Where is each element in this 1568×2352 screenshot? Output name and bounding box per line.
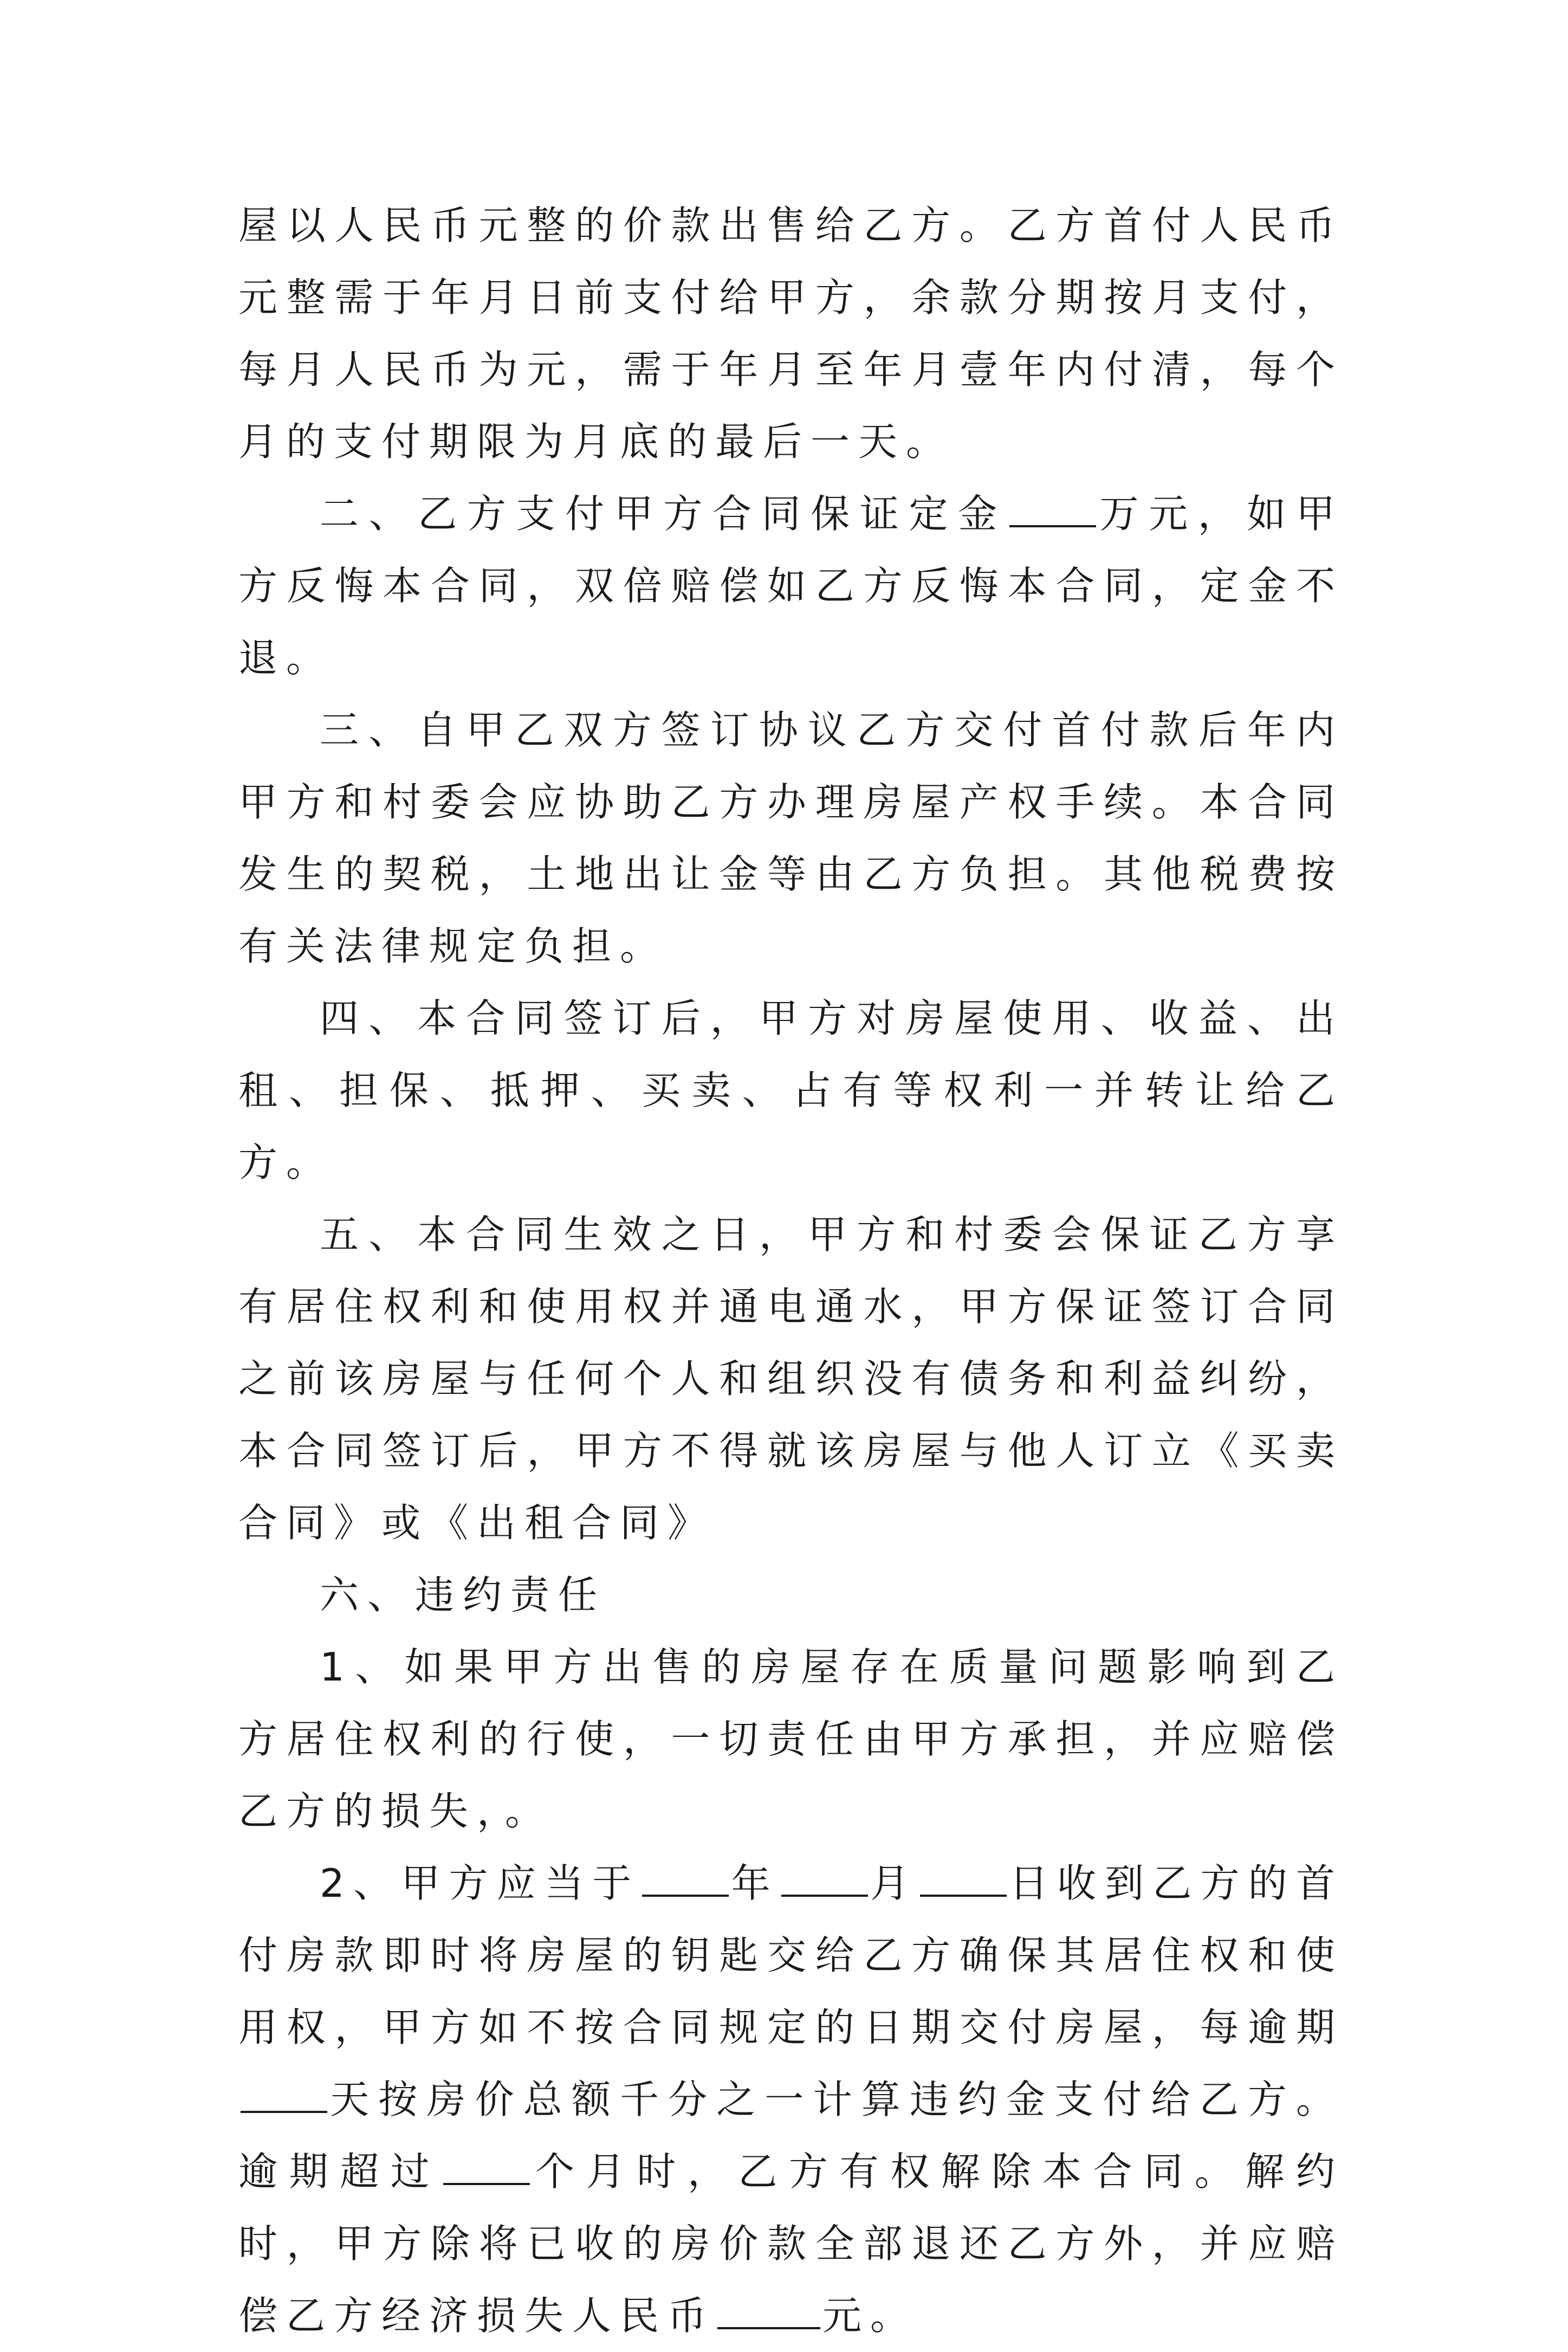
breach-2-text-f: 个月时，乙方有权解除本合同。解约时，甲方除将已收的房价款全部退还乙方外，并应赔偿乙方经济损失人民币 xyxy=(238,2149,1344,2338)
day-blank xyxy=(920,1861,1007,1897)
deposit-text-start: 二、乙方支付甲方合同保证定金 xyxy=(320,491,1007,537)
paragraph-effective-date: 五、本合同生效之日，甲方和村委会保证乙方享有居住权利和使用权并通电通水，甲方保证签订合同之前该房屋与任何个人和组织没有债务和利益纠纷，本合同签订后，甲方不得就该房屋与他人订立《买卖合同》或《出租合同》 xyxy=(238,1212,1344,1546)
breach-2-text-a: 2、甲方应当于 xyxy=(320,1860,640,1906)
overdue-days-blank xyxy=(241,2077,327,2113)
section-heading-breach: 六、违约责任 xyxy=(320,1572,606,1618)
breach-2-text-d: 日收到乙方的首付房款即时将房屋的钥匙交给乙方确保其居住权和使用权，甲方如不按合同规定的日期交付房屋，每逾期 xyxy=(238,1860,1344,2050)
paragraph-breach-item-1: 1、如果甲方出售的房屋存在质量问题影响到乙方居住权利的行使，一切责任由甲方承担，并应赔偿乙方的损失，。 xyxy=(238,1644,1344,1834)
breach-2-text-b: 年 xyxy=(731,1860,779,1906)
paragraph-breach-item-2 xyxy=(238,1847,1344,2352)
deposit-amount-blank xyxy=(1009,492,1096,527)
paragraph-deposit xyxy=(238,478,1344,694)
overdue-months-blank xyxy=(443,2149,530,2185)
paragraph-rights-transfer: 四、本合同签订后，甲方对房屋使用、收益、出租、担保、抵押、买卖、占有等权利一并转让给乙方。 xyxy=(238,996,1344,1185)
month-blank xyxy=(781,1861,868,1897)
deposit-text-end: 万元，如甲方反悔本合同，双倍赔偿如乙方反悔本合同，定金不退。 xyxy=(238,491,1344,681)
breach-2-text-g: 元。 xyxy=(822,2293,918,2338)
contract-body xyxy=(238,190,1344,2352)
year-blank xyxy=(642,1861,729,1897)
compensation-amount-blank xyxy=(717,2293,820,2329)
breach-2-text-c: 月 xyxy=(870,1860,918,1906)
paragraph-property-rights: 三、自甲乙双方签订协议乙方交付首付款后年内甲方和村委会应协助乙方办理房屋产权手续。本合同发生的契税，土地出让金等由乙方负担。其他税费按有关法律规定负担。 xyxy=(238,707,1344,969)
paragraph-payment-terms: 屋以人民币元整的价款出售给乙方。乙方首付人民币元整需于年月日前支付给甲方，余款分期按月支付，每月人民币为元，需于年月至年月壹年内付清，每个月的支付期限为月底的最后一天。 xyxy=(238,203,1344,464)
breach-2-text-e: 天按房价总额千分之一计算违约金支付给乙方。逾期超过 xyxy=(238,2077,1344,2194)
